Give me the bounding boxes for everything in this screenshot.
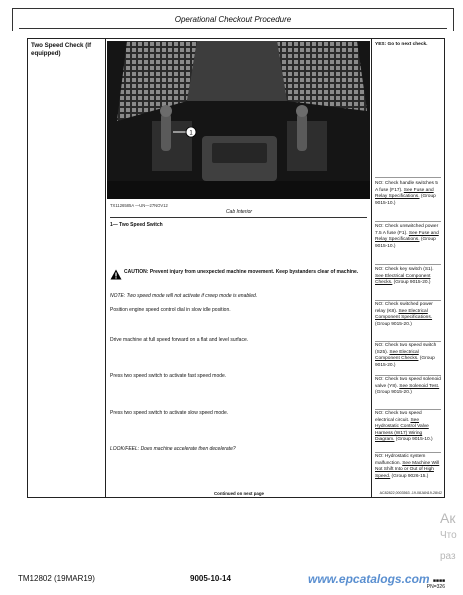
no-item: NO: Check two speed switch (S25). See Electrical Component Checks. (Group 9015-20.) — [375, 343, 437, 368]
check-title: Two Speed Check (If equipped) — [31, 42, 92, 58]
result-column — [372, 39, 444, 497]
footer-manual-id: TM12802 (19MAR19) — [18, 574, 95, 583]
page-header — [12, 8, 454, 31]
no-item: NO: Check two speed electrical circuit. See Hydrostatic Control Valve Harness (W17) Wiring Diagram. (Group 9015-10.) — [375, 411, 433, 443]
no-item-link[interactable]: See Fuse and Relay Specifications. — [375, 187, 434, 200]
result-rule — [375, 177, 441, 178]
no-item: NO: Hydrostatic system malfunction. See Machine Will Not Shift Into or Out of High Speed. (Group 9026-15.) — [375, 454, 440, 479]
note-text: NOTE: Two speed mode will not activate if creep mode is enabled. — [110, 293, 258, 299]
step-1: Position engine speed control dial in slow idle position. — [110, 307, 231, 313]
edge-text: Ак — [440, 510, 456, 526]
no-item: NO: Check switched power relay (K8). See Electrical Component Specifications. (Group 9015-20.) — [375, 302, 433, 327]
footer-pn: PN=326 — [426, 584, 445, 590]
header-title: Operational Checkout Procedure — [174, 15, 292, 24]
look-feel-text: LOOK/FEEL: Does machine accelerate then decelerate? — [110, 446, 236, 452]
no-item-link[interactable]: See Electrical Component Specifications. — [375, 308, 433, 321]
edge-text: Что — [440, 530, 457, 541]
no-item-link[interactable]: See Machine Will Not Shift Into or Out of High Speed. — [375, 460, 440, 479]
footer-page-number: 9005-10-14 — [190, 574, 231, 583]
footer-mark: ■■■■ — [432, 578, 445, 584]
step-2: Drive machine at full speed forward on a flat and level surface. — [110, 337, 249, 343]
no-item-link[interactable]: See Fuse and Relay Specifications. — [375, 230, 439, 243]
figure-caption: Cab Interior — [225, 209, 253, 215]
warning-icon — [110, 269, 122, 280]
figure-rule — [110, 217, 367, 218]
cab-interior-photo — [107, 41, 370, 199]
no-item: NO: Check unswitched power 7.5 A fuse (F1). See Fuse and Relay Specifications. (Group 9015-10.) — [375, 224, 439, 249]
no-item: NO: Check key switch (S1). See Electrical Component Checks. (Group 9015-20.) — [375, 267, 434, 286]
figure-callout: 1 — [189, 130, 193, 137]
legend-item: 1— Two Speed Switch — [110, 222, 163, 228]
no-item: NO: Check handle switches 5 A fuse (F17). See Fuse and Relay Specifications. (Group 9015-10.) — [375, 181, 438, 206]
header-rule — [19, 28, 447, 29]
yes-result — [375, 42, 441, 49]
step-3: Press two speed switch to activate fast speed mode. — [110, 373, 227, 379]
yes-text: YES: Go to next check. — [375, 42, 428, 47]
check-title-column — [28, 39, 106, 497]
footer-page-index — [409, 578, 445, 590]
procedure-table — [27, 38, 445, 498]
step-4: Press two speed switch to activate slow speed mode. — [110, 410, 229, 416]
edge-text: раз — [440, 551, 456, 562]
cab-interior-illustration — [107, 41, 370, 199]
procedure-column — [106, 39, 372, 497]
no-item-link[interactable]: See Solenoid Test. — [399, 383, 440, 389]
no-item-link[interactable]: See Electrical Component Checks. — [375, 349, 419, 362]
no-item-link[interactable]: See Electrical Component Checks. — [375, 273, 431, 286]
no-item: NO: Check two speed solenoid valve (Y8). See Solenoid Test. (Group 9015-20.) — [375, 377, 441, 396]
no-item-link[interactable]: See Hydrostatic Control Valve Harness (W17) Wiring Diagram. — [375, 417, 429, 443]
watermark: www.epcatalogs.com — [308, 572, 430, 586]
caution-text: CAUTION: Prevent injury from unexpected machine movement. Keep bystanders clear of machine. — [124, 269, 359, 275]
continued-note: Continued on next page — [213, 491, 264, 496]
document-reference: AC82822,0003563 -19-08JAN19-28/42 — [379, 491, 442, 495]
figure-id: TX1126585A —UN—27NOV12 — [110, 203, 168, 208]
